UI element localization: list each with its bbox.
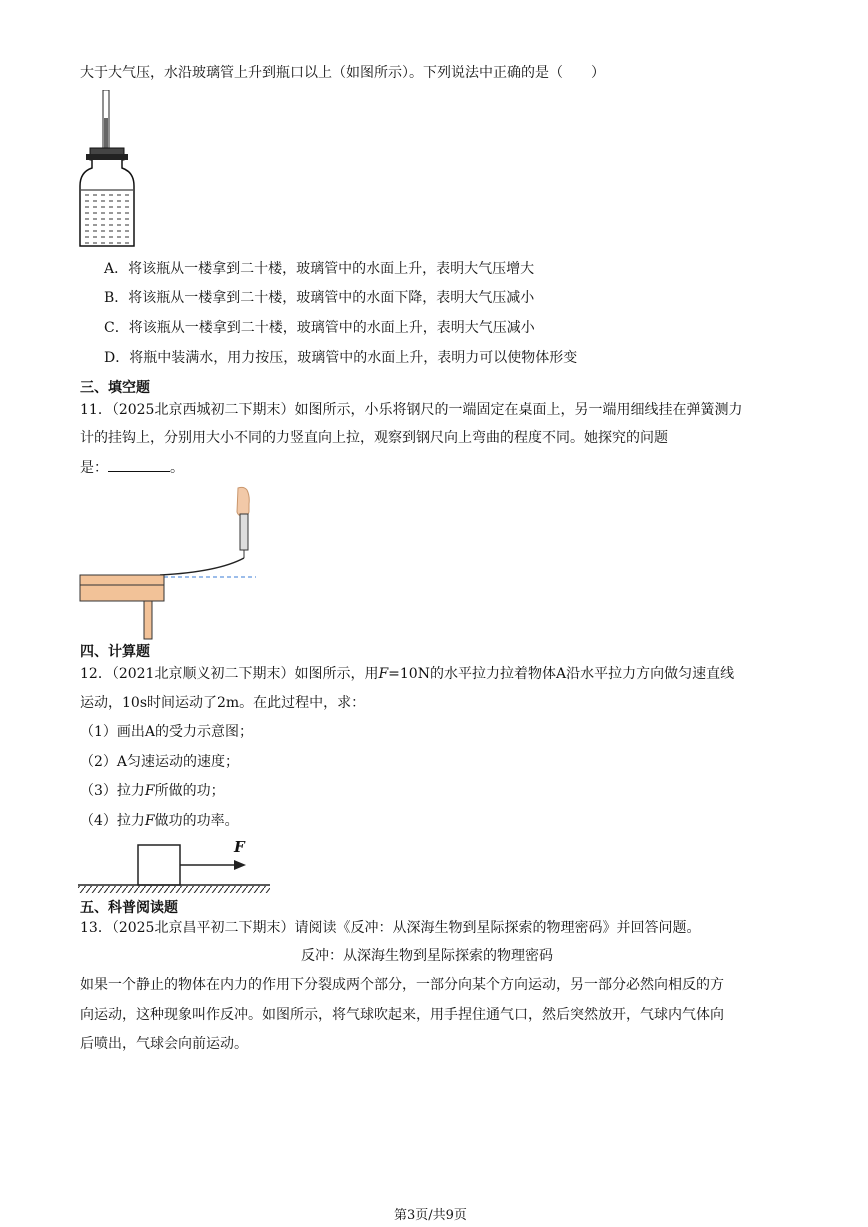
q12-line2: 运动，10s时间运动了2m。在此过程中，求： [80, 695, 366, 711]
q12-sub3 [80, 781, 225, 801]
q12-sub4-b: 做功的功率。 [154, 813, 239, 829]
q11-line2: 计的挂钩上，分别用大小不同的力竖直向上拉，观察到钢尺向上弯曲的程度不同。她探究的问题 [80, 430, 668, 446]
q11-line1: 11．（2025北京西城初二下期末）如图所示，小乐将钢尺的一端固定在桌面上，另一端用细线挂在弹簧测力 [80, 402, 743, 418]
q12-sub4 [80, 811, 239, 831]
article-title: 反冲：从深海生物到星际探索的物理密码 [301, 948, 553, 964]
answer-blank [108, 457, 170, 472]
q12-line1-a: 12．（2021北京顺义初二下期末）如图所示，用 [80, 666, 379, 682]
block-force-figure [78, 840, 272, 896]
ruler-figure [78, 486, 268, 640]
q12-force-symbol: F [378, 666, 389, 682]
q12-sub3-b: 所做的功； [154, 783, 225, 799]
q10-option-b: B．将该瓶从一楼拿到二十楼，玻璃管中的水面下降，表明大气压减小 [104, 290, 535, 306]
q10-option-a: A．将该瓶从一楼拿到二十楼，玻璃管中的水面上升，表明大气压增大 [104, 261, 535, 277]
q10-stem: 大于大气压，水沿玻璃管上升到瓶口以上（如图所示）。下列说法中正确的是（ ） [80, 65, 605, 81]
section-title-reading: 五、科普阅读题 [80, 900, 178, 916]
page-number: 第3页/共9页 [394, 1208, 467, 1223]
q12-sub4-symbol: F [144, 813, 155, 829]
q11-line3-suffix: 。 [170, 460, 184, 476]
article-para-line2: 向运动，这种现象叫作反冲。如图所示，将气球吹起来，用手捏住通气口，然后突然放开，气球内气体向 [80, 1007, 724, 1023]
q12-line1 [80, 664, 734, 684]
force-label: F [234, 838, 245, 856]
article-para-line3: 后喷出，气球会向前运动。 [80, 1036, 248, 1052]
section-title-calculation: 四、计算题 [80, 644, 150, 660]
q11-line3-prefix: 是： [80, 460, 108, 476]
q11-line3 [80, 457, 184, 478]
q12-sub4-a: （4）拉力 [80, 813, 145, 829]
section-title-fill-blank: 三、填空题 [80, 380, 150, 396]
q13-line1: 13．（2025北京昌平初二下期末）请阅读《反冲：从深海生物到星际探索的物理密码》并回答问题。 [80, 920, 701, 936]
q10-option-d: D．将瓶中装满水，用力按压，玻璃管中的水面上升，表明力可以使物体形变 [104, 350, 578, 366]
q12-sub1: （1）画出A的受力示意图； [80, 724, 254, 740]
bottle-figure [76, 90, 142, 250]
q12-sub2: （2）A匀速运动的速度； [80, 754, 240, 770]
q10-option-c: C．将该瓶从一楼拿到二十楼，玻璃管中的水面上升，表明大气压减小 [104, 320, 535, 336]
q12-line1-b: =10N的水平拉力拉着物体A沿水平拉力方向做匀速直线 [388, 666, 735, 682]
q12-sub3-a: （3）拉力 [80, 783, 145, 799]
q12-sub3-symbol: F [144, 783, 155, 799]
article-para-line1: 如果一个静止的物体在内力的作用下分裂成两个部分，一部分向某个方向运动，另一部分必然向相反的方 [80, 977, 724, 993]
